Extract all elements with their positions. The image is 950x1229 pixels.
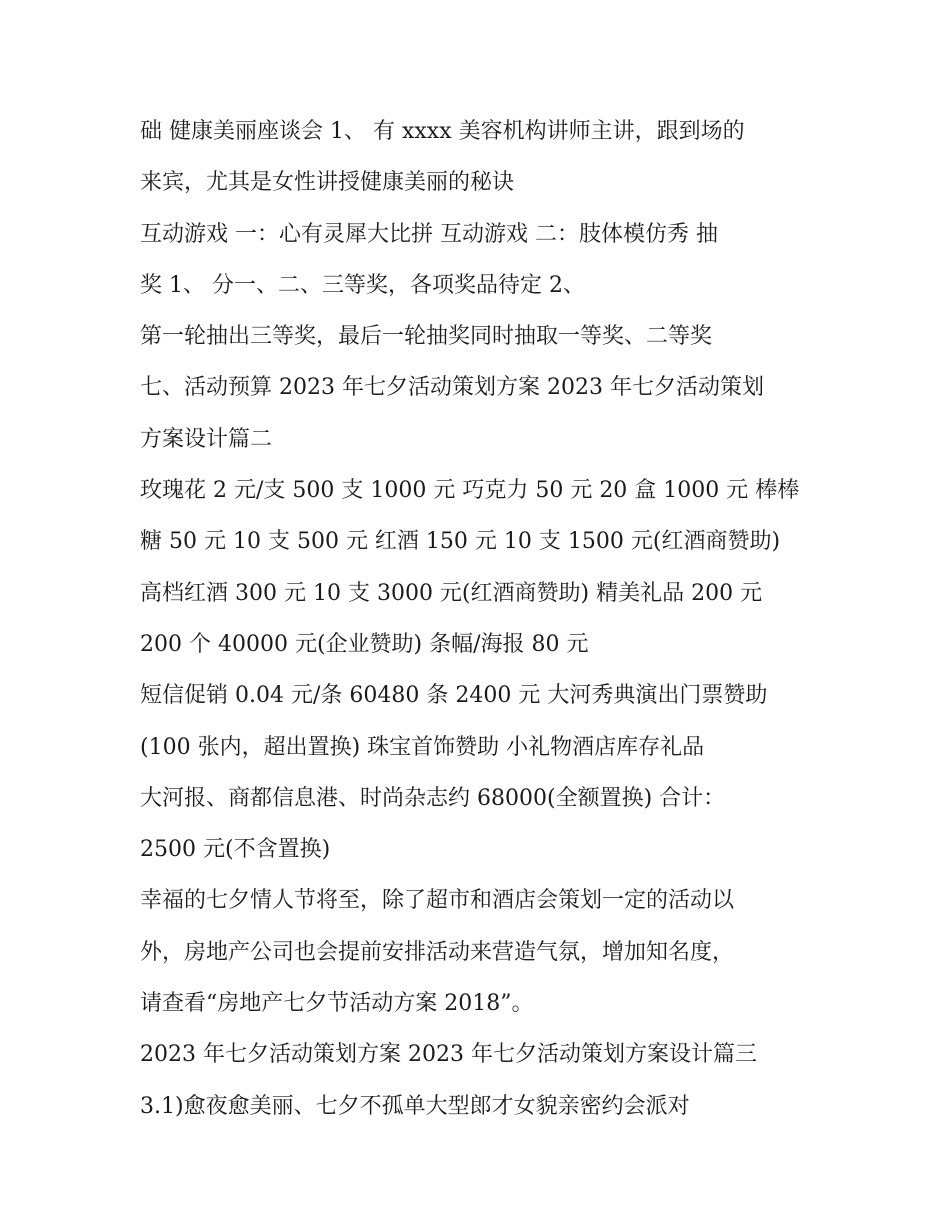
paragraph-budget-items-3 (140, 670, 820, 773)
text-line: 第一轮抽出三等奖，最后一轮抽奖同时抽取一等奖、二等奖 (140, 324, 713, 350)
text-line: 3.1)愈夜愈美丽、七夕不孤单大型郎才女貌亲密约会派对 (140, 1093, 690, 1119)
paragraph-section-three-heading (140, 1029, 820, 1080)
paragraph-budget-items-2 (140, 568, 820, 671)
paragraph-budget-items-1 (140, 465, 820, 568)
text-line: 奖 1、 分一、二、三等奖，各项奖品待定 2、 (140, 272, 585, 298)
text-line: 七、活动预算 2023 年七夕活动策划方案 2023 年七夕活动策划 (140, 375, 764, 401)
paragraph-budget-total (140, 773, 820, 876)
paragraph-health-seminar (140, 106, 820, 209)
text-line: 糖 50 元 10 支 500 元 红酒 150 元 10 支 1500 元(红酒商赞助) (140, 529, 781, 555)
text-line: (100 张内，超出置换) 珠宝首饰赞助 小礼物酒店库存礼品 (140, 734, 705, 760)
text-line: 幸福的七夕情人节将至，除了超市和酒店会策划一定的活动以 (140, 888, 735, 914)
text-line: 互动游戏 一：心有灵犀大比拼 互动游戏 二：肢体模仿秀 抽 (140, 221, 718, 247)
text-line: 200 个 40000 元(企业赞助) 条幅/海报 80 元 (140, 631, 589, 657)
text-line: 础 健康美丽座谈会 1、 有 xxxx 美容机构讲师主讲，跟到场的 (140, 119, 745, 144)
text-line: 请查看“房地产七夕节活动方案 2018”。 (140, 991, 534, 1017)
paragraph-budget-heading (140, 362, 820, 465)
text-line: 来宾，尤其是女性讲授健康美丽的秘诀 (140, 170, 515, 196)
text-line: 短信促销 0.04 元/条 60480 条 2400 元 大河秀典演出门票赞助 (140, 683, 768, 709)
text-line: 外，房地产公司也会提前安排活动来营造气氛，增加知名度， (140, 939, 735, 965)
text-line: 2500 元(不含置换) (140, 837, 331, 863)
text-line: 玫瑰花 2 元/支 500 支 1000 元 巧克力 50 元 20 盒 1000 元 棒棒 (140, 478, 800, 504)
document-body (140, 106, 820, 1132)
text-line: 大河报、商都信息港、时尚杂志约 68000(全额置换) 合计： (140, 785, 726, 811)
text-line: 2023 年七夕活动策划方案 2023 年七夕活动策划方案设计篇三 (140, 1042, 757, 1068)
paragraph-party-item (140, 1081, 820, 1132)
paragraph-real-estate-intro (140, 875, 820, 1029)
paragraph-lottery-rounds (140, 311, 820, 362)
text-line: 方案设计篇二 (140, 426, 273, 452)
text-line: 高档红酒 300 元 10 支 3000 元(红酒商赞助) 精美礼品 200 元 (140, 580, 763, 606)
paragraph-interactive-games (140, 209, 820, 312)
